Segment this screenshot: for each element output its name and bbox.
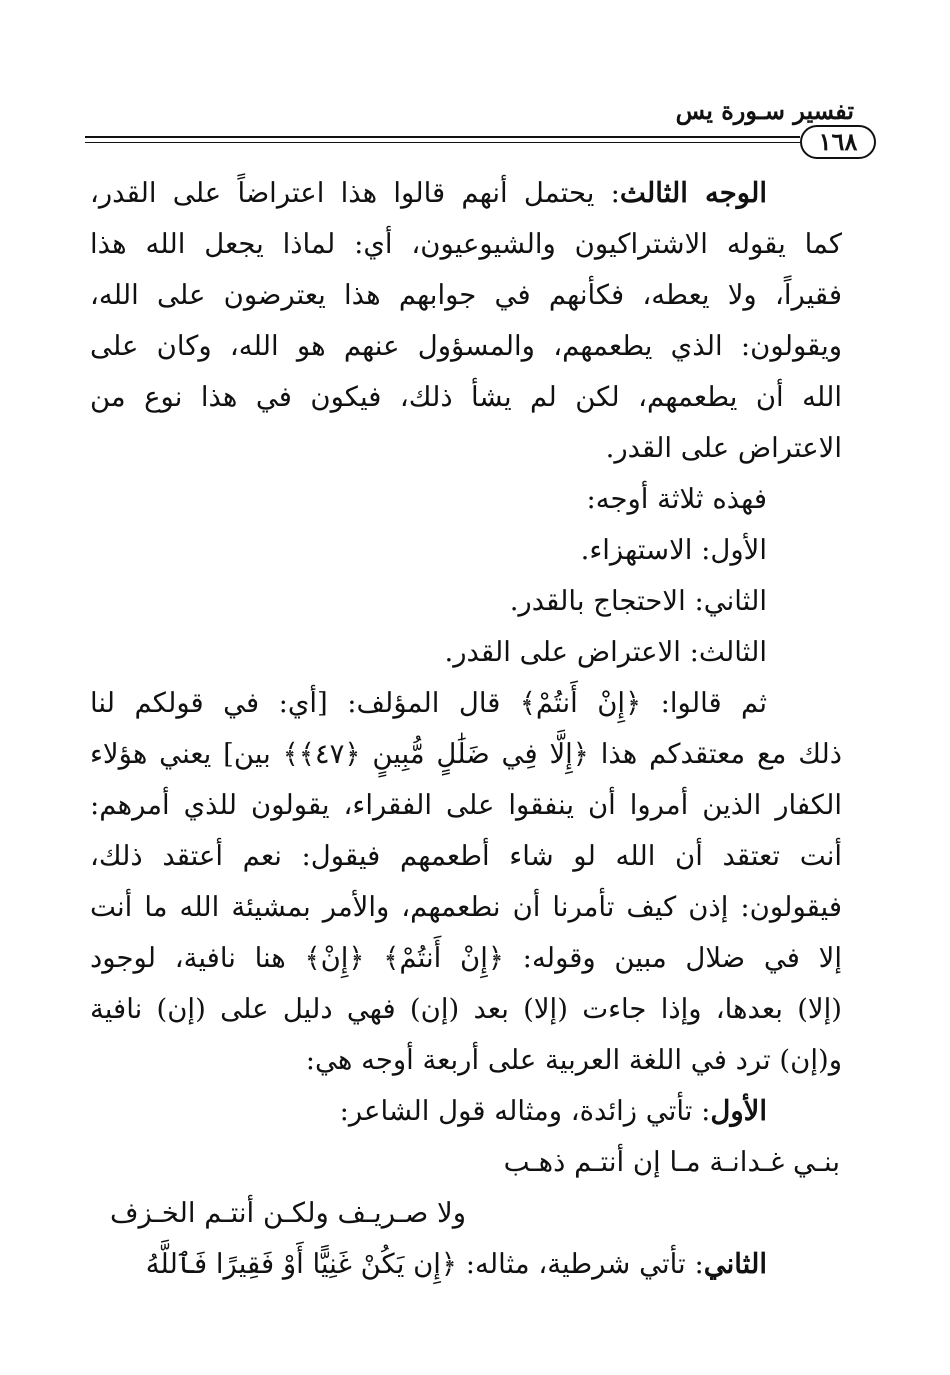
text-line: إلا في ضلال مبين وقوله: ﴿إِنْ أَنتُمْ﴾ ﴿إِنْ﴾ هنا نافية، لوجود xyxy=(90,942,842,974)
header-rule-thin xyxy=(85,142,800,143)
text-line: أنت تعتقد أن الله لو شاء أطعمهم فيقول: نعم أعتقد ذلك، xyxy=(90,840,842,872)
poem-verse-second-half: ولا صـريـف ولكـن أنتـم الخـزف xyxy=(110,1197,466,1229)
list-item: الثالث: الاعتراض على القدر. xyxy=(444,636,767,668)
running-title: تفسير سـورة يس xyxy=(675,96,854,125)
text-line: الأول: تأتي زائدة، ومثاله قول الشاعر: xyxy=(339,1095,767,1127)
text-line: و(إن) ترد في اللغة العربية على أربعة أوجه هي: xyxy=(305,1044,842,1076)
text-line: الثاني: تأتي شرطية، مثاله: ﴿إِن يَكُنْ غَنِيًّا أَوْ فَقِيرًا فَٱللَّهُ xyxy=(145,1248,767,1280)
text-line: الله أن يطعمهم، لكن لم يشأ ذلك، فيكون في هذا نوع من xyxy=(90,381,842,413)
page-body xyxy=(90,168,842,1290)
text-line: فيقولون: إذن كيف تأمرنا أن نطعمهم، والأمر بمشيئة الله ما أنت xyxy=(90,891,842,923)
item-heading: الثاني xyxy=(703,1248,767,1280)
section-heading: الوجه الثالث xyxy=(619,177,767,209)
header-rule-thick xyxy=(85,136,800,138)
item-heading: الأول xyxy=(710,1095,767,1127)
list-item: الأول: الاستهزاء. xyxy=(580,534,767,566)
text-line: فهذه ثلاثة أوجه: xyxy=(586,483,767,515)
text-line: (إلا) بعدها، وإذا جاءت (إلا) بعد (إن) فهي دليل على (إن) نافية xyxy=(90,993,842,1025)
text-line: كما يقوله الاشتراكيون والشيوعيون، أي: لماذا يجعل الله هذا xyxy=(90,228,842,260)
text-line: ويقولون: الذي يطعمهم، والمسؤول عنهم هو الله، وكان على xyxy=(90,330,842,362)
page-number: ١٦٨ xyxy=(800,125,876,159)
text-line: الوجه الثالث: يحتمل أنهم قالوا هذا اعتراضاً على القدر، xyxy=(90,177,767,209)
text-line: فقيراً، ولا يعطه، فكأنهم في جوابهم هذا يعترضون على الله، xyxy=(90,279,842,311)
text-line: الكفار الذين أمروا أن ينفقوا على الفقراء، يقولون للذي أمرهم: xyxy=(90,789,842,821)
list-item: الثاني: الاحتجاج بالقدر. xyxy=(509,585,767,617)
text-line: ثم قالوا: ﴿إِنْ أَنتُمْ﴾ قال المؤلف: [أي: في قولكم لنا xyxy=(90,687,767,719)
poem-verse-first-half: بنـي غـدانـة مـا إن أنتـم ذهـب xyxy=(503,1146,840,1178)
text-line: الاعتراض على القدر. xyxy=(605,432,842,464)
text-line: ذلك مع معتقدكم هذا ﴿إِلَّا فِي ضَلَٰلٍ مُّبِينٍ ﴿٤٧﴾﴾ بين] يعني هؤلاء xyxy=(90,738,842,770)
